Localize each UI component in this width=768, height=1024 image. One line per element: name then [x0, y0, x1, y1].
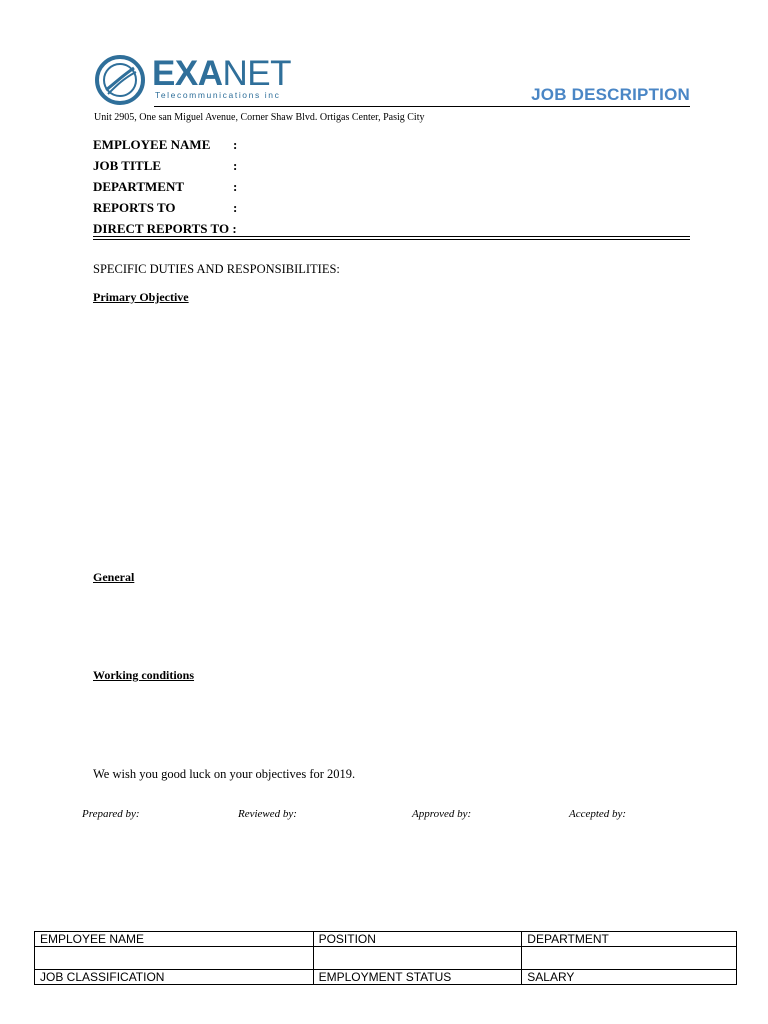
double-rule-bottom: [93, 239, 690, 240]
brand-regular: NET: [222, 54, 291, 93]
field-label: REPORTS TO: [93, 200, 176, 215]
table-cell[interactable]: [313, 947, 522, 970]
duties-heading: SPECIFIC DUTIES AND RESPONSIBILITIES:: [93, 262, 340, 276]
brand-tagline: Telecommunications inc: [155, 90, 281, 100]
field-label: EMPLOYEE NAME: [93, 137, 211, 152]
field-colon: :: [233, 137, 238, 152]
prepared-by-label: Prepared by:: [82, 808, 140, 820]
table-cell: POSITION: [313, 932, 522, 947]
general-heading: General: [93, 570, 135, 584]
globe-logo-icon: [94, 54, 146, 106]
table-cell: EMPLOYEE NAME: [35, 932, 314, 947]
accepted-by-label: Accepted by:: [569, 808, 627, 820]
table-cell: EMPLOYMENT STATUS: [313, 970, 522, 985]
field-job-title: [93, 158, 237, 174]
brand-name: [152, 54, 291, 94]
table-row: [35, 932, 737, 947]
company-address: Unit 2905, One san Miguel Avenue, Corner Shaw Blvd. Ortigas Center, Pasig City: [94, 112, 425, 123]
field-colon: :: [233, 200, 238, 215]
field-label: DEPARTMENT: [93, 179, 185, 194]
double-rule-top: [93, 236, 690, 237]
field-reports-to: [93, 200, 237, 216]
table-cell[interactable]: [522, 947, 737, 970]
field-label: JOB TITLE: [93, 158, 162, 173]
reviewed-by-label: Reviewed by:: [238, 808, 297, 820]
table-cell: JOB CLASSIFICATION: [35, 970, 314, 985]
field-employee-name: [93, 137, 237, 153]
employee-info-table: [34, 931, 737, 985]
field-department: [93, 179, 237, 195]
header-divider: [154, 106, 690, 107]
table-cell[interactable]: [35, 947, 314, 970]
brand-bold: EXA: [152, 54, 223, 93]
table-cell: DEPARTMENT: [522, 932, 737, 947]
table-row: [35, 970, 737, 985]
table-row: [35, 947, 737, 970]
working-conditions-heading: Working conditions: [93, 668, 195, 682]
closing-message: We wish you good luck on your objectives for 2019.: [93, 767, 356, 781]
document-title: JOB DESCRIPTION: [531, 85, 690, 104]
company-logo: [94, 52, 294, 108]
field-colon: :: [233, 158, 238, 173]
primary-objective-heading: Primary Objective: [93, 290, 189, 304]
approved-by-label: Approved by:: [412, 808, 472, 820]
field-colon: :: [233, 179, 238, 194]
field-label: DIRECT REPORTS TO :: [93, 221, 237, 236]
table-cell: SALARY: [522, 970, 737, 985]
field-direct-reports: [93, 221, 237, 237]
